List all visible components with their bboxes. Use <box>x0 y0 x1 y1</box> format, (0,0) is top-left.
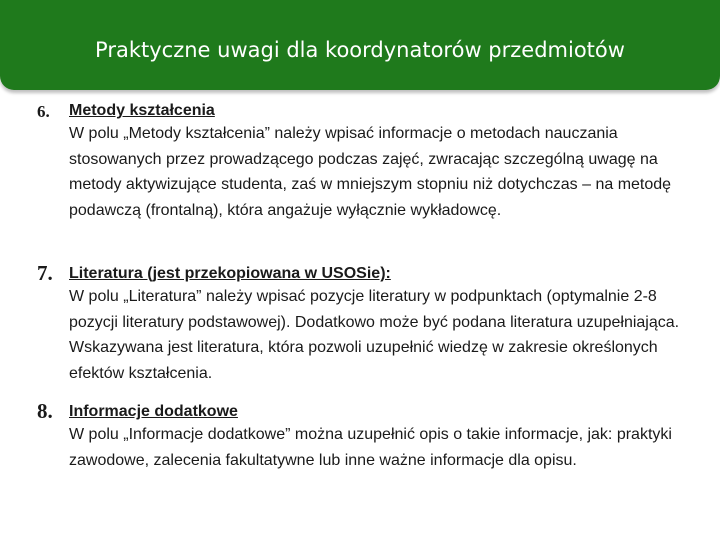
section-number: 8. <box>37 399 53 423</box>
section-heading: Literatura (jest przekopiowana w USOSie): <box>69 265 391 282</box>
section-body: W polu „Metody kształcenia” należy wpisać informacje o metodach nauczania stosowanych przez prowadzącego podczas zajęć, zwracając szczególną uwagę na metody aktywizujące studenta, zaś w mniejszym stopniu niż dotychczas – na metodę podawczą (frontalną), która angażuje wyłącznie wykładowcę. <box>69 125 672 219</box>
section-heading: Metody kształcenia <box>69 102 215 119</box>
slide-title: Praktyczne uwagi dla koordynatorów przedmiotów <box>95 38 625 62</box>
section-number: 6. <box>37 102 50 121</box>
section-body: W polu „Literatura” należy wpisać pozycje literatury w podpunktach (optymalnie 2-8 pozycji literatury podstawowej). Dodatkowo może być podana literatura uzupełniająca. Wskazywana jest literatura, która pozwoli uzupełnić wiedzę w zakresie określonych efektów kształcenia. <box>69 288 680 382</box>
section-heading: Informacje dodatkowe <box>69 403 238 420</box>
section-body: W polu „Informacje dodatkowe” można uzupełnić opis o takie informacje, jak: praktyki zawodowe, zalecenia fakultatywne lub inne ważne informacje dla opisu. <box>69 426 672 469</box>
section-number: 7. <box>37 261 53 285</box>
